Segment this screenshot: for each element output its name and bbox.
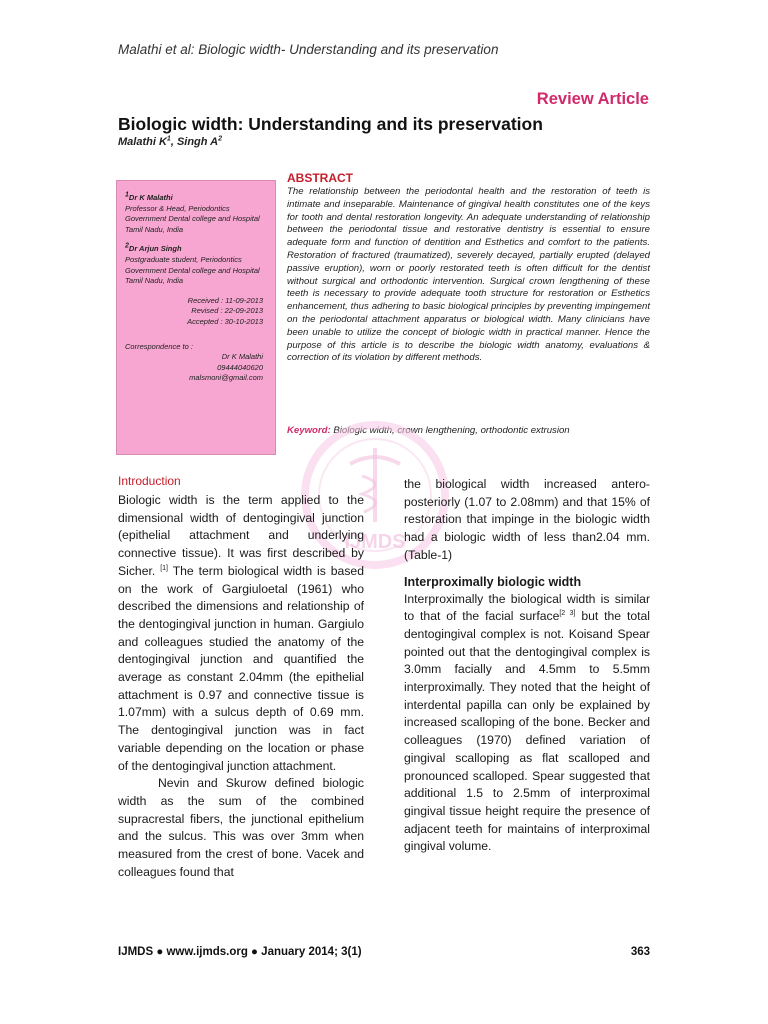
author-name: Singh A (176, 136, 219, 148)
abstract-heading: ABSTRACT (287, 171, 353, 185)
footer-citation: IJMDS ● www.ijmds.org ● January 2014; 3(1) (118, 946, 362, 958)
affiliation-marker: 1 (125, 191, 129, 199)
keyword-label: Keyword: (287, 425, 331, 436)
running-header: Malathi et al: Biologic width- Understanding and its preservation (118, 42, 499, 57)
paragraph-text: Biologic width is the term applied to the dimensional width of dentogingival junction (epithelial attachment and underlying connective tissue). It was first described by Sicher. (118, 493, 364, 578)
correspondence-email: malsmoni@gmail.com (189, 373, 263, 383)
author-affiliation-marker: 2 (218, 135, 222, 143)
interproximal-heading: Interproximally biologic width (404, 574, 582, 589)
paragraph-text: Interproximally the biological width is similar to that of the facial surface (404, 591, 650, 624)
article-dates (125, 296, 263, 328)
affiliation-line: Government Dental college and Hospital (125, 265, 260, 275)
correspondence-phone: 09444040620 (217, 362, 263, 372)
accepted-date: Accepted : 30-10-2013 (187, 316, 263, 326)
paragraph-text: but the total dentogingival complex is not. Koisand Spear pointed out that the dentogingival complex is 3.0mm facially and 4.5mm to 5.5mm interproximally. They noted that the height of interdental papilla can only be explained by increased scalloping of the bone. Becker and colleagues (1970) defined variation of gingival scalloping as flat scalloped and pronounced scalloped. Spear suggested that additional 1.5 to 2.5mm of interproximal gingival tissue height require the presence of adjacent teeth for maintains of interproximal gingival volume. (404, 609, 650, 854)
affiliation-name: Dr Arjun Singh (128, 244, 182, 254)
watermark-text: IJMDS (344, 531, 406, 553)
interproximal-paragraph (404, 591, 650, 857)
affiliation-2 (125, 244, 269, 286)
body-column-right (404, 476, 650, 856)
abstract-text: The relationship between the periodontal health and the restoration of teeth is intimate and inseparable. Maintenance of gingival health constitutes one of the keys for tooth and dental restoration longevity. An adequate understanding of relationship between the periodontal tissue and restorative dentistry is essential to ensure adequate form and function of dentition and Esthetics and comfort to the patients. Restoration of fractured (traumatized), severely decayed, partially erupted (delayed passive eruption), worn or poorly restorated teeth is often difficult for the dentist without surgical and orthodontic intervention. Surgical crown lengthening of these teeth is necessary to provide adequate tooth structure for restoration or Esthetics enhancement, thus adhering to basic biological principles by preventing impingement on the periodontal attachment apparatus or biological width. Many clinicians have been unable to utilize the concept of biologic width in practical manner. Hence the purpose of this article is to describe the biologic width anatomy, evaluations & correction of its violation by different methods. (287, 186, 650, 364)
body-paragraph: the biological width increased antero-posteriorly (1.07 to 2.08mm) and that 15% of restoration that impinge in the biologic width had a biologic width of less than2.04 mm. (Table-1) (404, 477, 650, 562)
affiliation-line: Tamil Nadu, India (125, 276, 184, 286)
affiliation-name: Dr K Malathi (128, 193, 173, 202)
article-title: Biologic width: Understanding and its preservation (118, 114, 543, 134)
introduction-heading: Introduction (118, 474, 181, 488)
revised-date: Revised : 22-09-2013 (191, 306, 263, 316)
affiliation-marker: 2 (125, 242, 129, 250)
correspondence-label: Correspondence to : (125, 341, 193, 351)
affiliation-line: Tamil Nadu, India (125, 224, 184, 234)
affiliation-line: Postgraduate student, Periodontics (125, 254, 242, 264)
page-number: 363 (630, 946, 650, 958)
keyword-values: Biologic width, crown lengthening, orthodontic extrusion (333, 425, 570, 436)
received-date: Received : 11-09-2013 (187, 295, 263, 305)
author-affiliation-marker: 1 (166, 135, 171, 143)
introduction-paragraph: Nevin and Skurow defined biologic width as the sum of the combined supracrestal fibers, the junctional epithelium and the sulcus. This was over 3mm when measured from the crest of bone. Vacek and colleagues found that (118, 776, 364, 879)
correspondence-name: Dr K Malathi (221, 352, 263, 362)
affiliation-1 (125, 193, 269, 235)
author-name: Malathi K (118, 136, 167, 148)
affiliation-line: Government Dental college and Hospital (125, 214, 260, 224)
affiliation-line: Professor & Head, Periodontics (125, 203, 230, 213)
affiliation-box (116, 180, 276, 455)
author-list: Malathi $K^1$, Singh $A^2$ (118, 135, 222, 148)
paragraph-text: The term biological width is based on the work of Gargiuloetal (1961) who described the dimensions and relationship of the dentogingival junction in human. Gargiulo and colleagues studied the anatomy of the dentogingival junction and quantified the average as constant 2.04mm (the epithelial attachment is 0.97 and connective tissue is 1.07mm) with a sulcus depth of 0.69 mm. The dentogingival junction was in fact variable depending on the location or phase of the dentogingival junction attachment. (118, 563, 364, 773)
citation-marker: [2 3] (559, 610, 576, 618)
correspondence-details (125, 352, 269, 384)
article-type-label: Review Article (536, 90, 649, 108)
introduction-paragraph (118, 492, 364, 775)
citation-marker: [1] (160, 564, 168, 572)
body-column-left (118, 474, 364, 881)
